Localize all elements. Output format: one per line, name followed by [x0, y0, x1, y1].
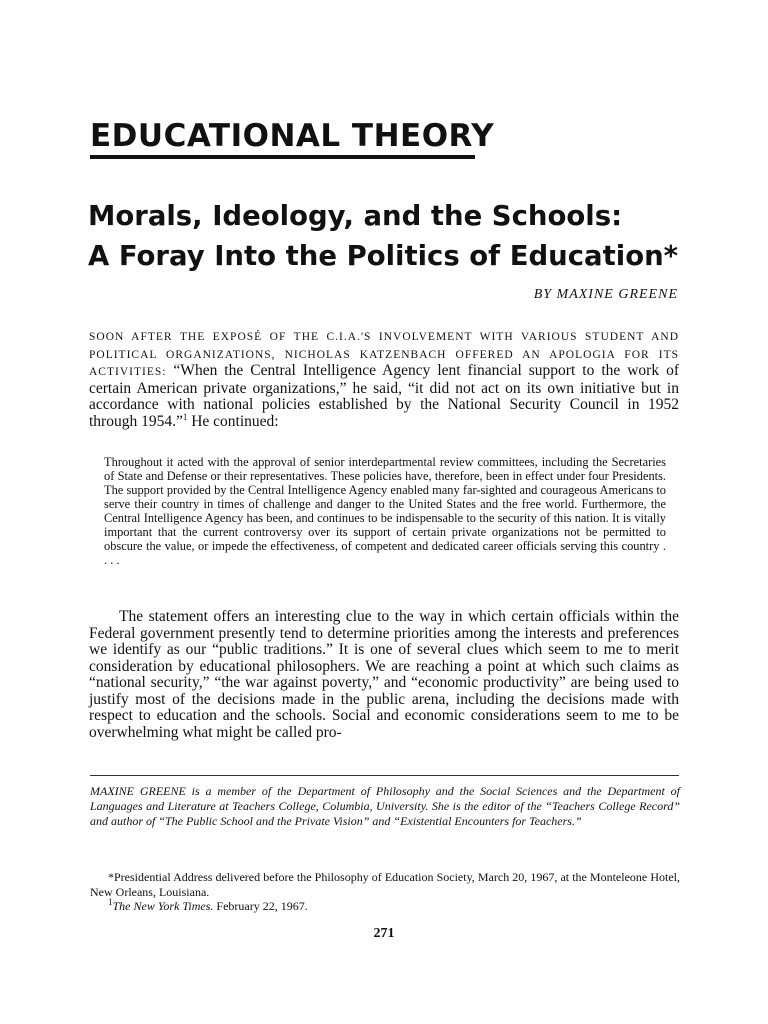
footnote-1-number: 1 [108, 897, 113, 907]
paragraph-1-text: “When the Central Intelligence Agency lent financial support to the work of certain American private organizations,” he said, “it did not act on its own initiative but in accordance with national policies established by the National Security Council in 1952 through 1954.” [89, 362, 679, 430]
author-bio: MAXINE GREENE is a member of the Department of Philosophy and the Social Sciences and the Department of Languages and Literature at Teachers College, Columbia, University. She is the editor of the “Teachers College Record” and author of “The Public School and the Private Vision” and “Existential Encounters for Teachers.” [90, 784, 680, 828]
paragraph-1-end: He continued: [187, 412, 279, 430]
byline: BY MAXINE GREENE [533, 287, 678, 302]
footnote-star: *Presidential Address delivered before the Philosophy of Education Society, March 20, 1967, at the Monteleone Hotel, New Orleans, Louisiana. [90, 870, 680, 899]
article-title [88, 196, 708, 276]
journal-rule [90, 155, 475, 159]
article-title-line1: Morals, Ideology, and the Schools: [88, 200, 623, 232]
footnote-1-title: The New York Times. [112, 899, 214, 913]
paragraph-1-smallcaps: SOON AFTER THE EXPOSÉ OF THE C.I.A.'S INVOLVEMENT WITH VARIOUS STUDENT AND POLITICAL ORGANIZATIONS, NICHOLAS KATZENBACH OFFERED AN APOLOGIA FOR ITS ACTIVITIES: [89, 331, 679, 378]
footnote-1-date: February 22, 1967. [213, 899, 308, 913]
footnote-1 [90, 899, 680, 914]
paragraph-2: The statement offers an interesting clue to the way in which certain officials within the Federal government presently tend to determine priorities among the interests and preferences we identify as our “public traditions.” It is one of several clues which seem to me to merit consideration by educational philosophers. We are reaching a point at which such claims as “national security,” “the war against poverty,” and “economic productivity” are being used to justify most of the decisions made in the public arena, including the decisions made with respect to education and the schools. Social and economic considerations seem to me to be overwhelming what might be called pro- [89, 608, 679, 741]
footnotes [90, 870, 680, 914]
footnote-ref-1: 1 [182, 411, 188, 422]
journal-name: EDUCATIONAL THEORY [90, 118, 495, 154]
article-title-line2: A Foray Into the Politics of Education* [88, 240, 679, 272]
page-number: 271 [373, 926, 395, 941]
block-quote: Throughout it acted with the approval of senior interdepartmental review committees, including the Secretaries of State and Defense or their representatives. These policies have, therefore, been in effect under four Presidents. The support provided by the Central Intelligence Agency enabled many far-sighted and courageous Americans to serve their country in times of challenge and danger to the United States and the free world. Furthermore, the Central Intelligence Agency has been, and continues to be indispensable to the security of this nation. It is vitally important that the current controversy over its support of certain private organizations not be permitted to obscure the value, or impede the effectiveness, of competent and dedicated career officials serving this country . . . . [104, 455, 666, 567]
bio-divider [90, 775, 679, 776]
paragraph-1 [89, 328, 679, 430]
